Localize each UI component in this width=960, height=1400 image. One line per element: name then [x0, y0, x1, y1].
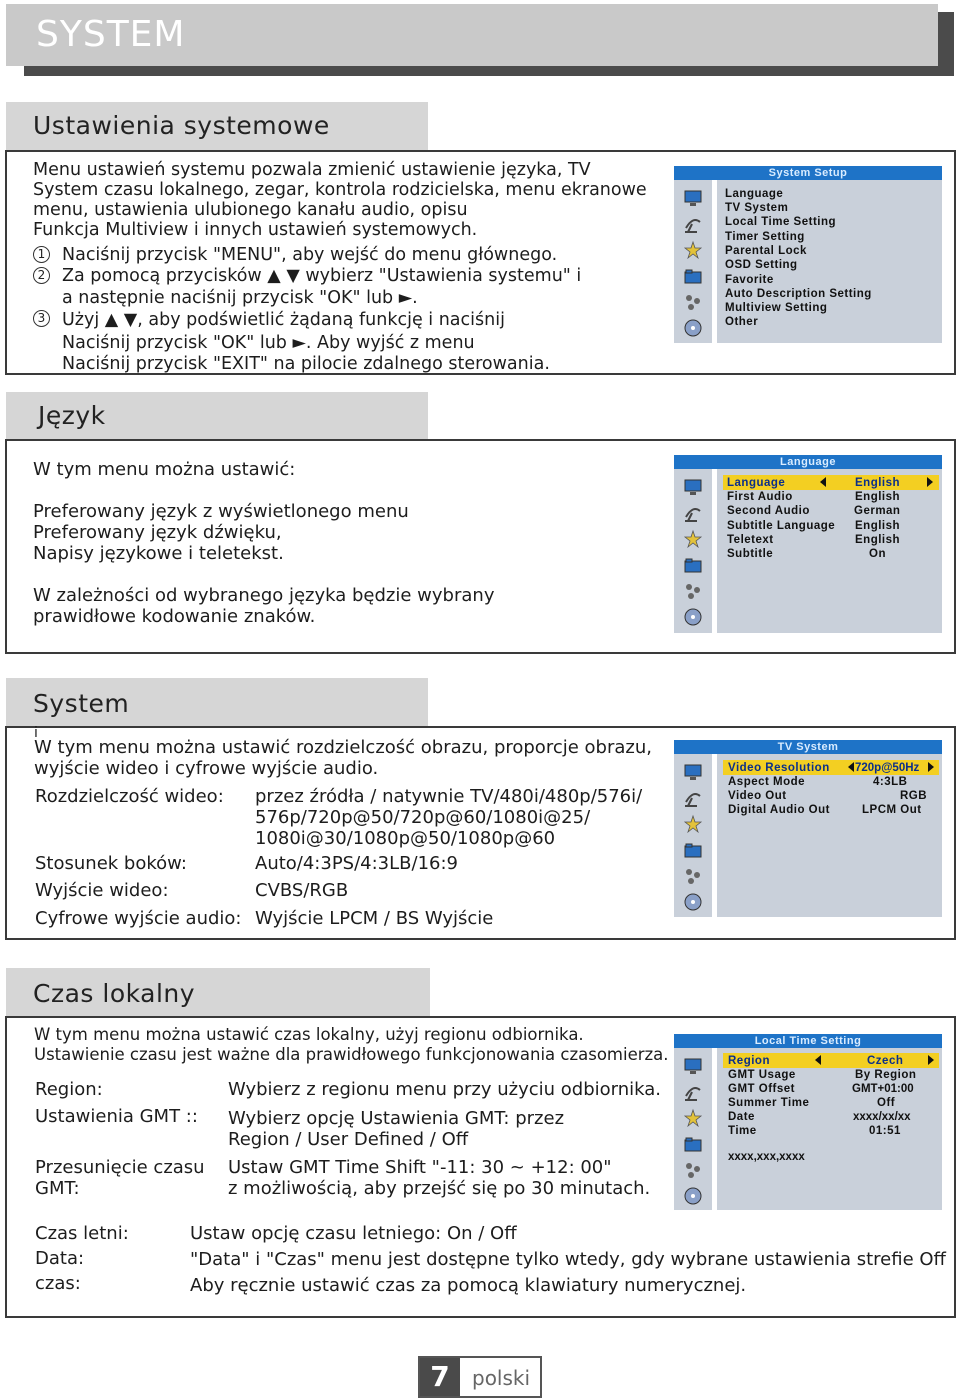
note-label: czas: [35, 1273, 81, 1294]
spec-label: Rozdzielczość wideo: [35, 786, 224, 807]
spec-value: 576p/720p@50/720p@60/1080i@25/ [255, 807, 591, 828]
step-text: a następnie naciśnij przycisk "OK" lub ►. [62, 288, 418, 308]
step-text: Naciśnij przycisk "MENU", aby wejść do menu głównego. [62, 245, 558, 265]
spec-value: Auto/4:3PS/4:3LB/16:9 [255, 853, 459, 874]
panel-title: Language [780, 456, 836, 468]
panel-icon-column [674, 754, 712, 917]
note-label: Data: [35, 1248, 85, 1269]
language-panel [674, 455, 942, 633]
list-item: Napisy językowe i teletekst. [33, 543, 284, 564]
disc-icon [683, 892, 703, 912]
system-setup-panel [674, 166, 942, 343]
menu-row-label[interactable]: Time [728, 1125, 757, 1137]
menu-row-label[interactable]: GMT Usage [728, 1069, 796, 1081]
menu-item-timer[interactable]: Timer Setting [725, 231, 805, 243]
panel-icon-column [674, 1048, 712, 1210]
menu-row-value: Czech [867, 1055, 904, 1067]
section-title: Ustawienia systemowe [33, 111, 330, 140]
menu-row-label[interactable]: Summer Time [728, 1097, 810, 1109]
star-tools-icon [683, 814, 703, 834]
star-tools-icon [683, 240, 703, 260]
step-text: Naciśnij przycisk "EXIT" na pilocie zdalnego sterowania. [62, 354, 550, 374]
language-label: polski [472, 1366, 531, 1390]
menu-row-label[interactable]: First Audio [727, 491, 793, 503]
star-tools-icon [683, 1108, 703, 1128]
setting-value: z możliwością, aby przejść się po 30 minutach. [228, 1178, 651, 1199]
menu-row-value: LPCM Out [862, 804, 922, 816]
menu-row-value: GMT+01:00 [852, 1083, 914, 1095]
menu-row-value: Off [877, 1097, 896, 1109]
folder-icon [683, 266, 703, 286]
panel-menu-list [717, 180, 942, 343]
disc-icon [683, 318, 703, 338]
note-value: "Data" i "Czas" menu jest dostępne tylko wtedy, gdy wybrane ustawienia strefie Off [190, 1249, 946, 1270]
menu-row-label[interactable]: Aspect Mode [728, 776, 806, 788]
setting-label: Region: [35, 1079, 103, 1100]
note-value: Ustaw opcję czasu letniego: On / Off [190, 1223, 517, 1244]
step-number: 2 [33, 267, 50, 284]
panel-icon-column [674, 469, 712, 633]
menu-item-language[interactable]: Language [725, 188, 784, 200]
menu-row-label[interactable]: Subtitle Language [727, 520, 836, 532]
arrow-right-icon[interactable] [927, 477, 933, 487]
section-title: Język [38, 401, 106, 430]
spec-label: Wyjście wideo: [35, 880, 169, 901]
note-line: W zależności od wybranego języka będzie wybrany [33, 585, 495, 606]
setting-label: Przesunięcie czasu [35, 1157, 205, 1178]
section-title: Czas lokalny [33, 979, 196, 1008]
menu-row-label[interactable]: Second Audio [727, 505, 810, 517]
panel-title: TV System [777, 741, 839, 753]
spec-label: Cyfrowe wyjście audio: [35, 908, 242, 929]
step-text: Naciśnij przycisk "OK" lub ►. Aby wyjść z menu [62, 333, 475, 353]
spec-label: Stosunek boków: [35, 853, 187, 874]
panel-header [674, 1034, 942, 1048]
menu-item-tv-system[interactable]: TV System [725, 202, 789, 214]
arrow-left-icon[interactable] [848, 762, 854, 772]
menu-row-label[interactable]: Language [727, 477, 786, 489]
section-title: System [33, 689, 130, 718]
menu-row-value: English [855, 477, 901, 489]
page-title: SYSTEM [36, 14, 186, 55]
network-icon [683, 581, 703, 601]
menu-item-auto-description[interactable]: Auto Description Setting [725, 288, 872, 300]
panel-title: System Setup [768, 167, 848, 179]
panel-header [674, 740, 942, 754]
setting-value: Ustaw GMT Time Shift "-11: 30 ~ +12: 00" [228, 1157, 612, 1178]
monitor-icon [683, 188, 703, 208]
panel-menu-list [717, 469, 942, 633]
disc-icon [683, 1186, 703, 1206]
menu-item-local-time[interactable]: Local Time Setting [725, 216, 837, 228]
folder-icon [683, 1134, 703, 1154]
body-text: W tym menu można ustawić: [33, 459, 296, 480]
spec-value: przez źródła / natywnie TV/480i/480p/576i/ [255, 786, 643, 807]
local-time-panel [674, 1034, 942, 1210]
intro-line: menu, ustawienia ulubionego kanału audio, opisu [33, 200, 468, 220]
page-footer [418, 1356, 542, 1398]
disc-icon [683, 607, 703, 627]
folder-icon [683, 840, 703, 860]
page-number: 7 [420, 1358, 460, 1396]
tv-system-panel [674, 740, 942, 917]
menu-row-label[interactable]: Video Out [728, 790, 787, 802]
folder-icon [683, 555, 703, 575]
note-label: Czas letni: [35, 1223, 129, 1244]
step-number: 1 [33, 246, 50, 263]
menu-row-value: RGB [900, 790, 928, 802]
menu-row-value: English [855, 491, 901, 503]
arrow-left-icon[interactable] [815, 1055, 821, 1065]
intro-line: Funkcja Multiview i innych ustawień systemowych. [33, 220, 478, 240]
menu-row-label[interactable]: Subtitle [727, 548, 774, 560]
list-item: Preferowany język dźwięku, [33, 522, 282, 543]
satellite-dish-icon [683, 788, 703, 808]
panel-menu-list [717, 754, 942, 917]
step-number: 3 [33, 310, 50, 327]
note-line: prawidłowe kodowanie znaków. [33, 606, 316, 627]
panel-header [674, 455, 942, 469]
menu-row-label[interactable]: Date [728, 1111, 755, 1123]
menu-item-osd[interactable]: OSD Setting [725, 259, 798, 271]
arrow-left-icon[interactable] [820, 477, 826, 487]
panel-icon-column [674, 180, 712, 343]
menu-item-parental-lock[interactable]: Parental Lock [725, 245, 807, 257]
panel-menu-list [717, 1048, 942, 1210]
spec-value: 1080i@30/1080p@50/1080p@60 [255, 828, 556, 849]
menu-row-label[interactable]: Video Resolution [728, 762, 830, 774]
intro-line: Ustawienie czasu jest ważne dla prawidłowego funkcjonowania czasomierza. [34, 1045, 669, 1064]
setting-value: Wybierz opcję Ustawienia GMT: przez [228, 1108, 565, 1129]
setting-label: GMT: [35, 1178, 80, 1199]
step-text: Użyj ▲ ▼, aby podświetlić żądaną funkcję i naciśnij [62, 310, 505, 330]
menu-row-value: English [855, 534, 901, 546]
network-icon [683, 866, 703, 886]
network-icon [683, 292, 703, 312]
monitor-icon [683, 762, 703, 782]
menu-row-value: English [855, 520, 901, 532]
intro-line: W tym menu można ustawić czas lokalny, użyj regionu odbiornika. [34, 1025, 584, 1044]
setting-value: Wybierz z regionu menu przy użyciu odbiornika. [228, 1079, 661, 1100]
menu-row-value: 720p@50Hz [855, 762, 920, 774]
monitor-icon [683, 477, 703, 497]
menu-row-value: On [869, 548, 886, 560]
menu-row-value: 01:51 [869, 1125, 901, 1137]
intro-line: W tym menu można ustawić rozdzielczość obrazu, proporcje obrazu, [34, 737, 652, 758]
menu-row-label[interactable]: Region [728, 1055, 770, 1067]
spec-value: CVBS/RGB [255, 880, 349, 901]
menu-row-label[interactable]: Digital Audio Out [728, 804, 830, 816]
menu-item-multiview[interactable]: Multiview Setting [725, 302, 828, 314]
star-tools-icon [683, 529, 703, 549]
stray-mark: i [34, 725, 38, 741]
menu-row-value: By Region [855, 1069, 917, 1081]
menu-row-value: xxxx/xx/xx [853, 1111, 911, 1123]
menu-item-other[interactable]: Other [725, 316, 759, 328]
note-value: Aby ręcznie ustawić czas za pomocą klawiatury numerycznej. [190, 1275, 747, 1296]
intro-line: Menu ustawień systemu pozwala zmienić ustawienie języka, TV [33, 160, 591, 180]
step-text: Za pomocą przycisków ▲ ▼ wybierz "Ustawienia systemu" i [62, 266, 582, 286]
arrow-right-icon[interactable] [928, 1055, 934, 1065]
menu-row-value: 4:3LB [873, 776, 908, 788]
setting-label: Ustawienia GMT :: [35, 1106, 198, 1127]
satellite-dish-icon [683, 1082, 703, 1102]
menu-row-label[interactable]: Teletext [727, 534, 774, 546]
intro-line: System czasu lokalnego, zegar, kontrola rodzicielska, menu ekranowe [33, 180, 647, 200]
monitor-icon [683, 1056, 703, 1076]
panel-title: Local Time Setting [754, 1035, 862, 1047]
list-item: Preferowany język z wyświetlonego menu [33, 501, 409, 522]
arrow-right-icon[interactable] [928, 762, 934, 772]
menu-row-label[interactable]: GMT Offset [728, 1083, 795, 1095]
menu-item-favorite[interactable]: Favorite [725, 274, 774, 286]
spec-value: Wyjście LPCM / BS Wyjście [255, 908, 494, 929]
intro-line: wyjście wideo i cyfrowe wyjście audio. [34, 758, 379, 779]
menu-footer-text: xxxx,xxx,xxxx [728, 1151, 805, 1163]
menu-row-value: German [854, 505, 901, 517]
satellite-dish-icon [683, 503, 703, 523]
network-icon [683, 1160, 703, 1180]
satellite-dish-icon [683, 214, 703, 234]
panel-header [674, 166, 942, 180]
setting-value: Region / User Defined / Off [228, 1129, 469, 1150]
